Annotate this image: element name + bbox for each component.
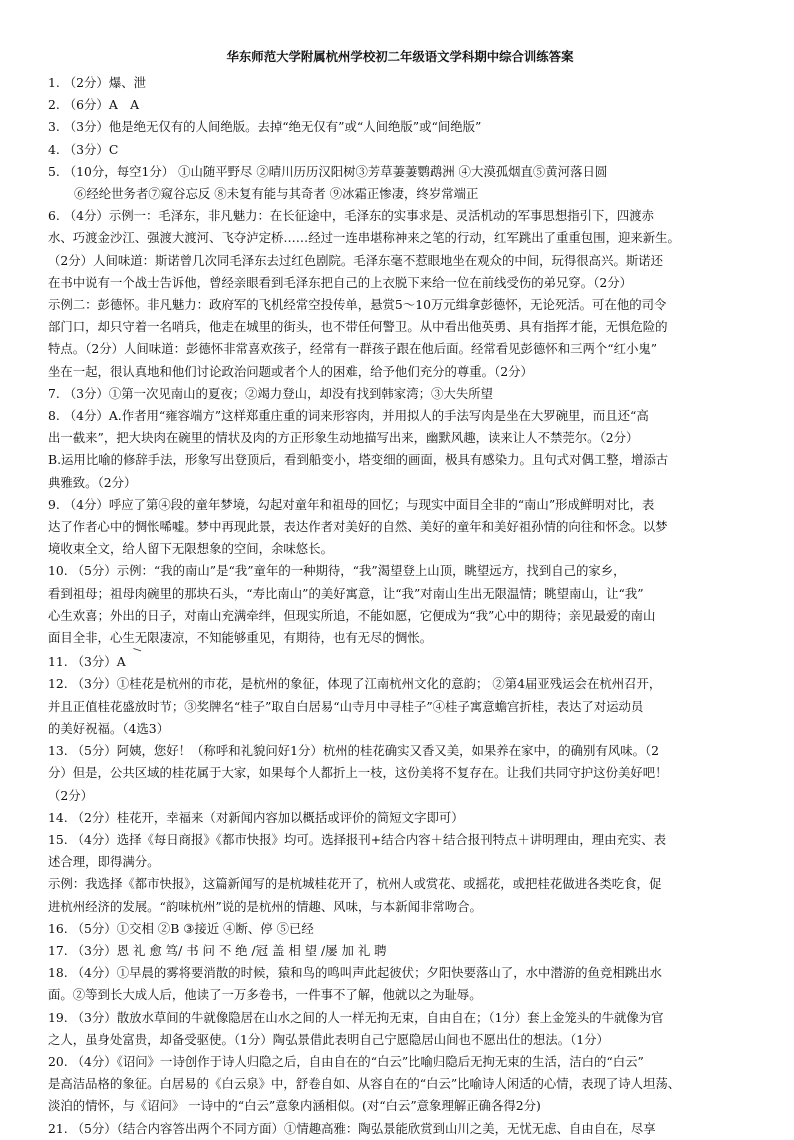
answer-q8-line1: 8. （4分）A.作者用“雍容端方”这样郑重庄重的词来形容肉，并用拟人的手法写肉是坐在大罗碗里，而且还“高 <box>48 408 649 424</box>
answer-q20-line3: 淡泊的情怀，与《诏问》 一诗中的“白云”意象内涵相似。(对“白云”意象理解正确各得2分) <box>48 1098 541 1114</box>
answer-q20-line1: 20. （4分）《诏问》一诗创作于诗人归隐之后，自由自在的“白云”比喻归隐后无拘无束的生活，洁白的“白云” <box>48 1053 644 1069</box>
answer-q8-line2: 出一截来”，把大块肉在碗里的情状及肉的方正形象生动地描写出来，幽默风趣，读来让人不禁莞尔。（2分） <box>48 430 639 446</box>
answer-q8-line3: B.运用比喻的修辞手法，形象写出登顶后，看到船变小，塔变细的画面，极具有感染力。且句式对偶工整，增添古 <box>48 452 669 468</box>
answer-q11 <box>48 649 752 673</box>
answer-q16: 16. （5分）①交相 ②B ③接近 ④断、停 ⑤已经 <box>48 920 314 936</box>
answer-q6-line7: 特点。（2分）人间味道：彭德怀非常喜欢孩子，经常有一群孩子跟在他后面。经常看见彭德怀和三两个“红小鬼” <box>48 341 658 357</box>
answer-q10-line1: 10. （5分）示例：“我的南山”是“我”童年的一种期待，“我”渴望登上山顶，眺望远方，找到自己的家乡， <box>48 563 626 579</box>
answer-q9-line3: 境收束全文，给人留下无限想象的空间，余味悠长。 <box>48 541 333 557</box>
answer-q6-line1: 6. （4分）示例一：毛泽东，非凡魅力：在长征途中，毛泽东的实事求是、灵活机动的军事思想指引下，四渡赤 <box>48 208 655 224</box>
answer-q10-line4: 面目全非，心生无限凄凉，不知能够重见，有期待，也有无尽的惆怅。 <box>48 630 433 646</box>
answer-q9-line1: 9. （4分）呼应了第④段的童年梦境，勾起对童年和祖母的回忆；与现实中面目全非的“南山”形成鲜明对比，表 <box>48 496 655 512</box>
answer-q15-line3: 示例：我选择《都市快报》，这篇新闻写的是杭城桂花开了，杭州人或赏花、或摇花，或把桂花做进各类吃食，促 <box>48 876 662 892</box>
answer-q10-line3: 心生欢喜；外出的日子，对南山充满牵绊，但现实所追，不能如愿，它便成为“我”心中的期待；亲见最爱的南山 <box>48 607 656 623</box>
answer-q4: 4. （3分）C <box>48 141 119 157</box>
answer-q5-line2: ⑥经纶世务者⑦窥谷忘反 ⑧未复有能与其奇者 ⑨冰霜正惨凄，终岁常端正 <box>74 186 479 202</box>
document-title: 华东师范大学附属杭州学校初二年级语文学科期中综合训练答案 <box>226 49 574 64</box>
answer-q14: 14. （2分）桂花开，幸福来（对新闻内容加以概括或评价的简短文字即可） <box>48 809 464 825</box>
answer-q18-line2: 面。②等到长大成人后，他读了一万多卷书，一件事不了解，他就以之为耻辱。 <box>48 987 482 1003</box>
answer-q21-line1: 21. （5分）（结合内容答出两个不同方面）①情趣高雅：陶弘景能欣赏到山川之美，无忧无虑、自由自在，尽享 <box>48 1120 656 1136</box>
answer-q6-line8: 坐在一起，很认真地和他们讨论政治问题或者个人的困难，给予他们充分的尊重。（2分） <box>48 363 533 379</box>
answer-q6-line4: 在书中说有一个战士告诉他，曾经亲眼看到毛泽东把自己的上衣脱下来给一位在前线受伤的弟兄穿。（2分） <box>48 274 633 290</box>
answer-q12-line3: 的美好祝福。（4选3） <box>48 720 170 736</box>
answer-q15-line4: 进杭州经济的发展。“韵味杭州”说的是杭州的情趣、风味，与本新闻非常吻合。 <box>48 898 482 914</box>
answer-q5-line1: 5. （10分，每空1分） ①山随平野尽 ②晴川历历汉阳树③芳草萋萋鹦鹉洲 ④大漠孤烟直⑤黄河落日圆 <box>48 163 608 179</box>
answer-q6-line5: 示例二：彭德怀。非凡魅力：政府军的飞机经常空投传单，悬赏5～10万元缉拿彭德怀，无论死活。可在他的司令 <box>48 297 667 313</box>
answer-q20-line2: 是高洁品格的象征。白居易的《白云泉》中，舒卷自如、从容自在的“白云”比喻诗人闲适的心情，表现了诗人坦荡、 <box>48 1076 681 1092</box>
answer-q19-line1: 19. （3分）散放水草间的牛就像隐居在山水之间的人一样无拘无束，自由自在；（1分）套上金笼头的牛就像为官 <box>48 1009 664 1025</box>
answer-q1: 1. （2分）爆、泄 <box>48 75 146 90</box>
answer-q18-line1: 18. （4分）①早晨的雾将要消散的时候，猿和鸟的鸣叫声此起彼伏；夕阳快要落山了，水中潜游的鱼竞相跳出水 <box>48 965 662 981</box>
answer-q12-line2: 并且正值桂花盛放时节；③奖牌名“桂子”取自白居易“山寺月中寻桂子”④桂子寓意蟾宫折桂，表达了对运动员 <box>48 698 644 714</box>
answer-q19-line2: 之人，虽身处富贵，却备受驱使。（1分）陶弘景借此表明自己宁愿隐居山间也不愿出仕的想法。（1分） <box>48 1031 609 1047</box>
answer-q2: 2. （6分）A A <box>48 97 140 113</box>
answer-q6-line2: 水、巧渡金沙江、强渡大渡河、飞夺泸定桥……经过一连串堪称神来之笔的行动，红军跳出了重重包围，迎来新生。 <box>48 230 680 246</box>
answer-q6-line3: （2分）人间味道：斯诺曾几次同毛泽东去过红色剧院。毛泽东毫不惹眼地坐在观众的中间，玩得很高兴。斯诺还 <box>48 252 664 268</box>
answer-q9-line2: 达了作者心中的惆怅唏嘘。梦中再现此景，表达作者对美好的自然、美好的童年和美好祖孙情的向往和怀念。以梦 <box>48 519 668 535</box>
answer-q13-line2: 分）但是，公共区域的桂花属于大家，如果每个人都折上一枝，这份美将不复存在。让我们共同守护这份美好吧！ <box>48 765 668 781</box>
answer-q17: 17. （3分）恩 礼 愈 笃/ 书 问 不 绝 /冠 盖 相 望 /屡 加 礼 聘 <box>48 942 387 958</box>
answer-q12-line1: 12. （3分）①桂花是杭州的市花，是杭州的象征，体现了江南杭州文化的意韵； ②第4届亚残运会在杭州召开， <box>48 676 662 692</box>
stray-mark <box>130 648 140 659</box>
answer-q11-text: 11. （3分）A <box>48 654 126 670</box>
answer-q10-line2: 看到祖母；祖母肉碗里的那块石头，“寿比南山”的美好寓意，让“我”对南山生出无限温情；眺望南山，让“我” <box>48 585 644 601</box>
answer-q13-line1: 13. （5分）阿姨，您好！（称呼和礼貌问好1分）杭州的桂花确实又香又美，如果养在家中，的确别有风味。（2 <box>48 743 660 759</box>
answer-q3: 3. （3分）他是绝无仅有的人间绝版。去掉“绝无仅有”或“人间绝版”或“间绝版” <box>48 119 482 135</box>
answer-q15-line1: 15. （4分）选择《每日商报》《都市快报》均可。选择报刊+结合内容＋结合报刊特点＋讲明理由，理由充实、表 <box>48 831 667 847</box>
answer-q6-line6: 部门口，却只守着一名哨兵，他走在城里的街头，也不带任何警卫。从中看出他英勇、具有指挥才能，无惧危险的 <box>48 319 668 335</box>
answer-q7: 7. （3分）①第一次见南山的夏夜；②竭力登山，却没有找到韩家湾；③大失所望 <box>48 385 493 401</box>
answer-q13-line3: （2分） <box>48 787 94 803</box>
answer-q15-line2: 述合理，即得满分。 <box>48 854 160 870</box>
answer-q8-line4: 典雅致。（2分） <box>48 474 137 490</box>
